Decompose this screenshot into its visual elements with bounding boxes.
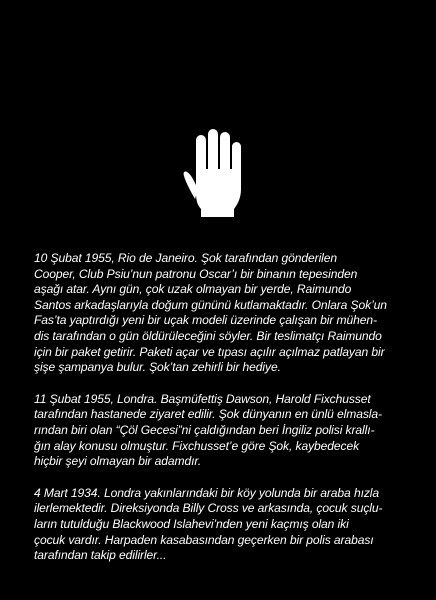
text-line: Cooper, Club Psiu’nun patronu Oscar’ı bir binanın tepesinden	[34, 266, 358, 281]
text-line: 11 Şubat 1955, Londra. Başmüfettiş Dawson, Harold Fixchusset	[34, 391, 371, 406]
text-line: ğın alay konusu olmuştur. Fixchusset’e göre Şok, kaybedecek	[34, 438, 360, 453]
text-line: 10 Şubat 1955, Rio de Janeiro. Şok tarafından gönderilen	[34, 251, 338, 265]
text-line: aşağı atar. Aynı gün, çok uzak olmayan bir yerde, Raimundo	[34, 282, 352, 297]
paragraph-1	[34, 251, 419, 376]
text-line: hiçbir şeyi olmayan bir adamdır.	[34, 454, 202, 469]
text-line: tarafından hastanede ziyaret edilir. Şok dünyanın en ünlü elmasla-	[34, 407, 382, 422]
text-line: için bir paket getirir. Paketi açar ve tıpası açılır açılmaz patlayan bir	[34, 344, 385, 359]
paragraph-2	[34, 392, 419, 470]
text-line: dis tarafından o gün öldürüleceğini söyler. Bir teslimatçı Raimundo	[34, 328, 382, 343]
text-line: şişe şampanya bulur. Şok’tan zehirli bir hediye.	[34, 360, 281, 375]
raised-hand-icon	[183, 129, 253, 217]
text-line: Fas’ta yaptırdığı yeni bir uçak modeli üzerinde çalışan bir mühen-	[34, 313, 377, 328]
paragraph-3	[34, 486, 419, 564]
text-line: tarafından takip edilirler...	[34, 548, 167, 563]
text-line: ilerlemektedir. Direksiyonda Billy Cross ve arkasında, çocuk suçlu-	[34, 501, 383, 516]
raised-hand-graphic	[183, 129, 253, 217]
text-line: ların tutulduğu Blackwood Islahevi’nden yeni kaçmış olan iki	[34, 516, 349, 531]
text-line: Santos arkadaşlarıyla doğum gününü kutlamaktadır. Onlara Şok’un	[34, 297, 387, 312]
text-line: rından biri olan “Çöl Gecesi”ni çaldığından beri İngiliz polisi krallı-	[34, 422, 375, 437]
text-line: 4 Mart 1934. Londra yakınlarındaki bir köy yolunda bir araba hızla	[34, 485, 379, 500]
synopsis-text	[34, 251, 419, 564]
text-line: çocuk vardır. Harpaden kasabasından geçerken bir polis arabası	[34, 532, 374, 547]
